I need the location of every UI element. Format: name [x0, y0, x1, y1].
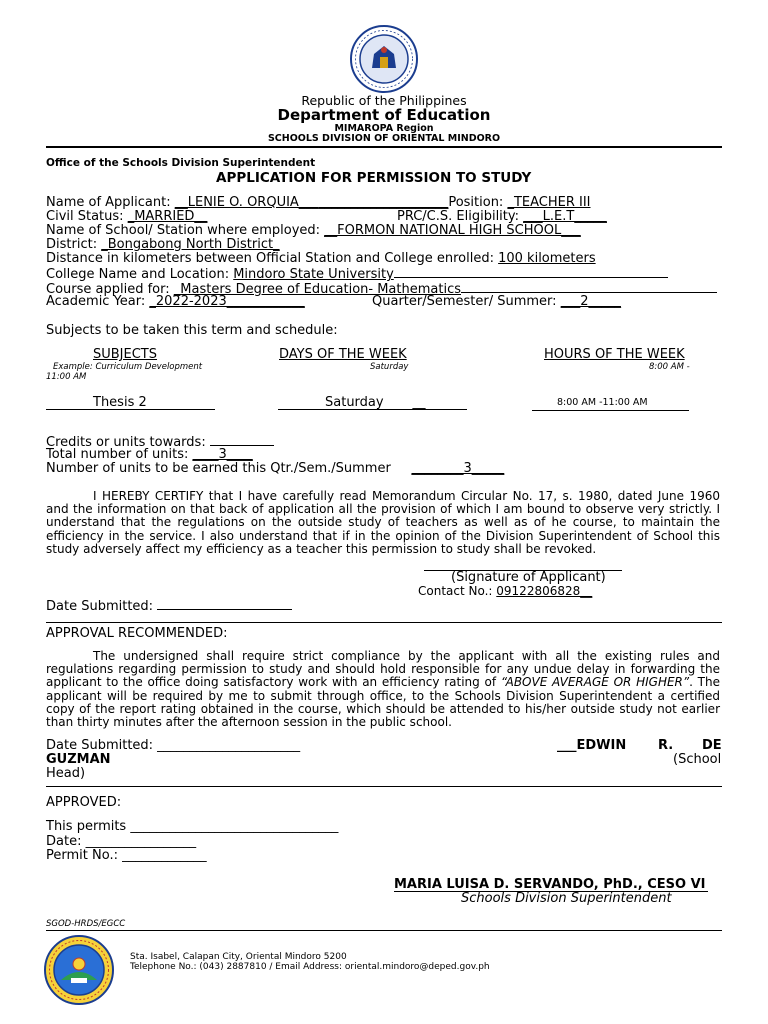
applicant-label: Name of Applicant: [46, 195, 175, 210]
footer-address: Sta. Isabel, Calapan City, Oriental Mindoro 5200 [130, 952, 347, 962]
school-label: Name of School/ Station where employed: [46, 223, 325, 238]
school-head-name-2: R. [658, 738, 674, 753]
section-divider-2 [46, 786, 722, 787]
prc-row [397, 209, 607, 224]
school-head-role-2: Head) [46, 766, 86, 781]
permits-row: This permits ________________________________ [46, 819, 339, 834]
signature-label: (Signature of Applicant) [451, 570, 606, 585]
approved-date-row: Date: _________________ [46, 834, 197, 849]
example-day: Saturday [370, 362, 409, 372]
header-divider [46, 146, 722, 148]
department-name: Department of Education [277, 106, 491, 124]
example-hours: 8:00 AM - [649, 362, 690, 372]
school-head-name-3: DE [702, 738, 722, 753]
course-underline [461, 280, 717, 293]
example-subject: Example: Curriculum Development [53, 362, 203, 372]
approved-heading: APPROVED: [46, 795, 122, 810]
approval-rating: “ABOVE AVERAGE OR HIGHER” [500, 675, 690, 690]
date-submitted-row [46, 597, 292, 614]
prc-value: ___L.E.T_____ [523, 209, 607, 224]
earned-units-label: Number of units to be earned this Qtr./Sem./Summer [46, 461, 395, 476]
date-submitted-label: Date Submitted: [46, 599, 158, 614]
approval-date-submitted: Date Submitted: ______________________ [46, 738, 301, 753]
school-head-name-1: ___EDWIN [557, 738, 627, 753]
section-divider-1 [46, 622, 722, 623]
civil-label: Civil Status: [46, 209, 128, 224]
district-label: District: [46, 237, 102, 252]
total-units-label: Total number of units: [46, 447, 193, 462]
quarter-label: Quarter/Semester/ Summer: [372, 294, 561, 309]
republic-line: Republic of the Philippines [301, 93, 467, 108]
position-value: _TEACHER III [507, 195, 591, 210]
contact-value: 09122806828__ [496, 584, 593, 598]
schedule-hours-cell: 8:00 AM -11:00 AM [532, 397, 689, 411]
approval-text-2: . The applicant will be required by me to submit through office, to the Schools Division Superintendent a certified copy of the report rating obtained in the course, which should be attended to his/her outside study not earlier than thirty minutes after the afternoon session in the public school. [46, 675, 720, 730]
division-line: SCHOOLS DIVISION OF ORIENTAL MINDORO [267, 133, 501, 144]
year-label: Academic Year: [46, 294, 150, 309]
date-submitted-underline [157, 597, 292, 610]
approval-heading: APPROVAL RECOMMENDED: [46, 626, 228, 641]
schedule-day: Saturday [325, 395, 384, 410]
distance-row [46, 251, 596, 266]
distance-value: 100 kilometers [498, 251, 596, 266]
civil-status-row [46, 209, 207, 224]
days-header: DAYS OF THE WEEK [279, 347, 407, 362]
schedule-day-suffix: __ [412, 395, 426, 410]
form-title: APPLICATION FOR PERMISSION TO STUDY [216, 170, 532, 186]
superintendent-title: Schools Division Superintendent [461, 891, 672, 906]
course-value: _Masters Degree of Education- Mathematics [173, 282, 461, 297]
quarter-value: ___2_____ [560, 294, 621, 309]
position-label: Position: [448, 195, 508, 210]
college-value: Mindoro State University [233, 267, 394, 282]
office-line: Office of the Schools Division Superintendent [46, 157, 316, 169]
footer-code: SGOD-HRDS/EGCC [46, 919, 126, 929]
district-row [46, 237, 280, 252]
total-units-row [46, 447, 253, 462]
course-label: Course applied for: [46, 282, 174, 297]
academic-year-row [46, 294, 305, 309]
applicant-value: __LENIE O. ORQUIA___ [174, 195, 319, 210]
hours-header: HOURS OF THE WEEK [544, 347, 685, 362]
permit-no-row: Permit No.: _____________ [46, 848, 207, 863]
applicant-underline: ____________________ [318, 195, 449, 210]
deped-seal-logo [348, 24, 420, 94]
division-seal-logo [43, 934, 115, 1006]
college-underline [394, 265, 668, 278]
footer-divider [46, 930, 722, 931]
example-hours-cont: 11:00 AM [46, 372, 87, 382]
total-units-value: ____3____ [192, 447, 253, 462]
subjects-header: SUBJECTS [93, 347, 158, 362]
region-line: MIMAROPA Region [334, 123, 434, 134]
schedule-day-cell [278, 395, 467, 410]
civil-value: _MARRIED__ [127, 209, 208, 224]
school-row [46, 223, 581, 238]
certify-paragraph: I HEREBY CERTIFY that I have carefully read Memorandum Circular No. 17, s. 1980, dated June 1960 and the information on that back of application all the provision of which I am bound to observe very strictly. I understand that the regulations on the outside study of teachers as well as of he course, to maintain the efficiency in the service. I also understand that if in the opinion of the Division Superintendent of School this study adversely affect my efficiency as a teacher this permission to study shall be revoked. [46, 489, 720, 556]
contact-label: Contact No.: [418, 584, 497, 598]
school-head-role-1: (School [673, 752, 722, 767]
distance-label: Distance in kilometers between Official Station and College enrolled: [46, 251, 499, 266]
college-label: College Name and Location: [46, 267, 234, 282]
year-value: _2022-2023____________ [149, 294, 305, 309]
footer-contact: Telephone No.: (043) 2887810 / Email Address: oriental.mindoro@deped.gov.ph [130, 962, 490, 972]
approval-paragraph [46, 650, 720, 729]
district-value: _Bongabong North District_ [101, 237, 280, 252]
prc-label: PRC/C.S. Eligibility: [397, 209, 524, 224]
earned-units-value: ________3_____ [411, 461, 505, 476]
contact-row [418, 584, 592, 598]
approval-text-1: The undersigned shall require strict compliance by the applicant with all the existing rules and regulations regarding permission to study and should hold responsible for any undue delay in forwarding the applicant to the office doing satisfactory work with an efficiency rating of [46, 649, 720, 690]
credits-underline [210, 433, 274, 446]
superintendent-name: MARIA LUISA D. SERVANDO, PhD., CESO VI [394, 877, 706, 892]
earned-units-row [46, 461, 504, 476]
credits-label: Credits or units towards: [46, 435, 210, 450]
school-value: __FORMON NATIONAL HIGH SCHOOL___ [324, 223, 581, 238]
school-head-name-4: GUZMAN [46, 752, 111, 767]
quarter-row [372, 294, 621, 309]
schedule-intro: Subjects to be taken this term and schedule: [46, 323, 338, 338]
schedule-subject-cell: Thesis 2 [46, 395, 215, 410]
applicant-row [46, 195, 591, 210]
